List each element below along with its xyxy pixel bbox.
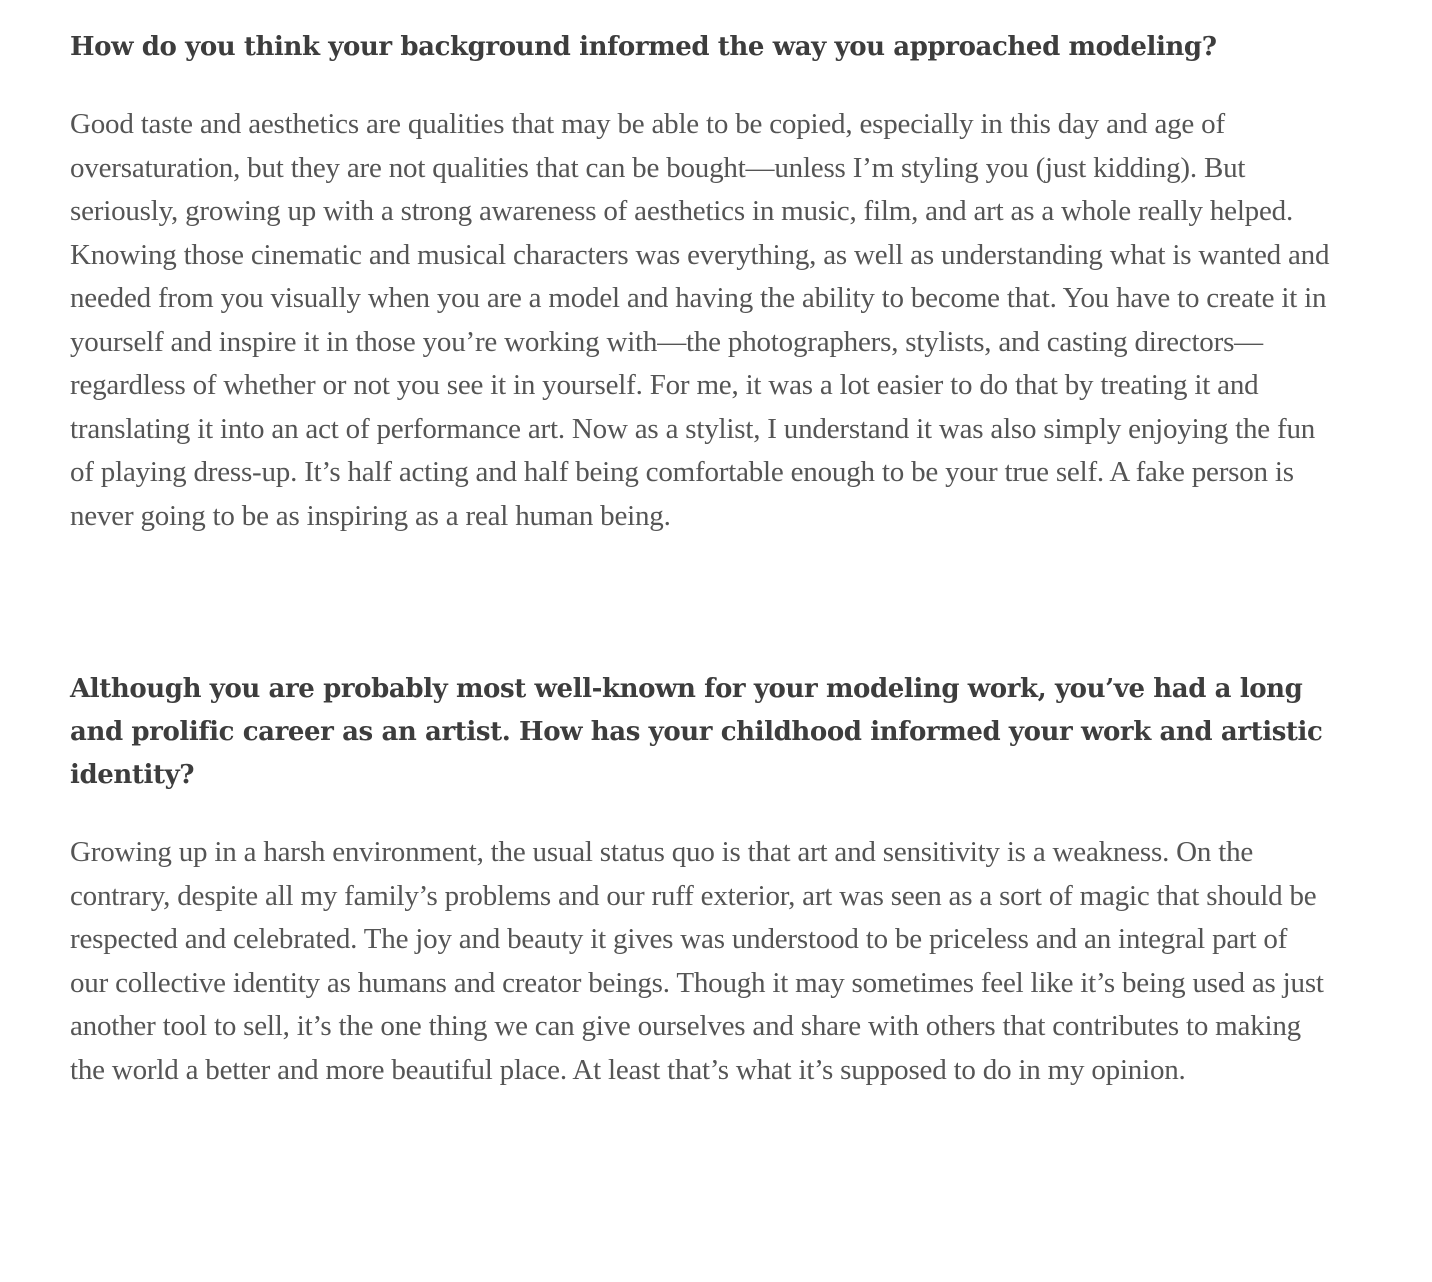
interview-answer: Good taste and aesthetics are qualities that may be able to be copied, especially in this day and age of oversaturation, but they are not qualities that can be bought—unless I’m styling you (just kidding). But seriously, growing up with a strong awareness of aesthetics in music, film, and art as a whole really helped. Knowing those cinematic and musical characters was everything, as well as understanding what is wanted and needed from you visually when you are a model and having the ability to become that. You have to create it in yourself and inspire it in those you’re working with—the photographers, stylists, and casting directors—regardless of whether or not you see it in yourself. For me, it was a lot easier to do that by treating it and translating it into an act of performance art. Now as a stylist, I understand it was also simply enjoying the fun of playing dress-up. It’s half acting and half being comfortable enough to be your true self. A fake person is never going to be as inspiring as a real human being. xyxy=(70,108,1330,532)
interview-answer: Growing up in a harsh environment, the usual status quo is that art and sensitivity is a weakness. On the contrary, despite all my family’s problems and our ruff exterior, art was seen as a sort of magic that should be respected and celebrated. The joy and beauty it gives was understood to be priceless and an integral part of our collective identity as humans and creator beings. Though it may sometimes feel like it’s being used as just another tool to sell, it’s the one thing we can give ourselves and share with others that contributes to making the world a better and more beautiful place. At least that’s what it’s supposed to do in my opinion. xyxy=(70,836,1324,1086)
article-body xyxy=(70,26,1332,1092)
interview-question: Although you are probably most well-known for your modeling work, you’ve had a long and prolific career as an artist. How has your childhood informed your work and artistic identity? xyxy=(70,674,1323,790)
qa-section-2 xyxy=(70,668,1332,1092)
qa-section-1 xyxy=(70,26,1332,538)
section-spacer xyxy=(70,538,1332,668)
interview-question: How do you think your background informed the way you approached modeling? xyxy=(70,32,1217,62)
